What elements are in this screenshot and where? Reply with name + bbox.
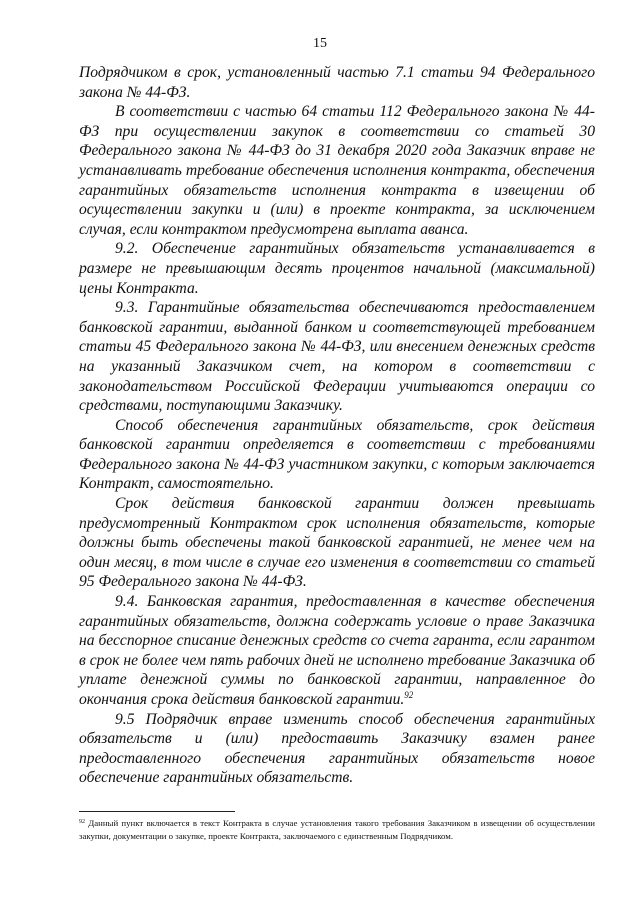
footnote-text: Данный пункт включается в текст Контракта в случае установления такого требования Заказчиком в извещении об осуществлении закупки, документации о закупке, проекте Контракта, заключаемого с единственным Подрядчиком. <box>79 818 595 841</box>
page-number: 15 <box>313 36 327 51</box>
paragraph-9-4 <box>79 592 595 710</box>
paragraph-guarantee-term: Срок действия банковской гарантии должен превышать предусмотренный Контрактом срок исполнения обязательств, которые должны быть обеспечены такой банковской гарантией, не менее чем на один месяц, в том числе в случае его изменения в соответствии со статьей 95 Федерального закона № 44-ФЗ. <box>79 495 595 591</box>
footnote-marker: 92 <box>79 819 85 825</box>
paragraph-guarantee-method: Способ обеспечения гарантийных обязательств, срок действия банковской гарантии определяется в соответствии с требованиями Федерального закона № 44-ФЗ участником закупки, с которым заключается Контракт, самостоятельно. <box>79 416 595 493</box>
paragraph-continuation: Подрядчиком в срок, установленный частью 7.1 статьи 94 Федерального закона № 44-ФЗ. <box>79 64 595 101</box>
paragraph-9-5: 9.5 Подрядчик вправе изменить способ обеспечения гарантийных обязательств и (или) предоставить Заказчику взамен ранее предоставленного обеспечения гарантийных обязательств новое обеспечение гарантийных обязательств. <box>79 710 595 787</box>
footnote-separator <box>79 811 235 812</box>
main-text <box>79 63 595 788</box>
paragraph-9-3: 9.3. Гарантийные обязательства обеспечиваются предоставлением банковской гарантии, выданной банком и соответствующей требованием статьи 45 Федерального закона № 44-ФЗ, или внесением денежных средств на указанный Заказчиком счет, на котором в соответствии с законодательством Российской Федерации учитываются операции со средствами, поступающими Заказчику. <box>79 299 595 415</box>
footnote <box>79 817 595 842</box>
footnote-reference: 92 <box>404 690 414 700</box>
paragraph-9-4-text: 9.4. Банковская гарантия, предоставленная в качестве обеспечения гарантийных обязательств, должна содержать условие о праве Заказчика на бесспорное списание денежных средств со счета гаранта, если гарантом в срок не более чем пять рабочих дней не исполнено требование Заказчика об уплате денежной суммы по банковской гарантии, направленное до окончания срока действия банковской гарантии. <box>79 593 595 708</box>
paragraph-9-2: 9.2. Обеспечение гарантийных обязательств устанавливается в размере не превышающим десять процентов начальной (максимальной) цены Контракта. <box>79 240 595 297</box>
paragraph-exemption: В соответствии с частью 64 статьи 112 Федерального закона № 44-ФЗ при осуществлении закупок в соответствии со статьей 30 Федерального закона № 44-ФЗ до 31 декабря 2020 года Заказчик вправе не устанавливать требование обеспечения исполнения контракта, обеспечения гарантийных обязательств исполнения контракта в извещении об осуществлении закупки и (или) в проекте контракта, за исключением случая, если контрактом предусмотрена выплата аванса. <box>79 103 595 238</box>
